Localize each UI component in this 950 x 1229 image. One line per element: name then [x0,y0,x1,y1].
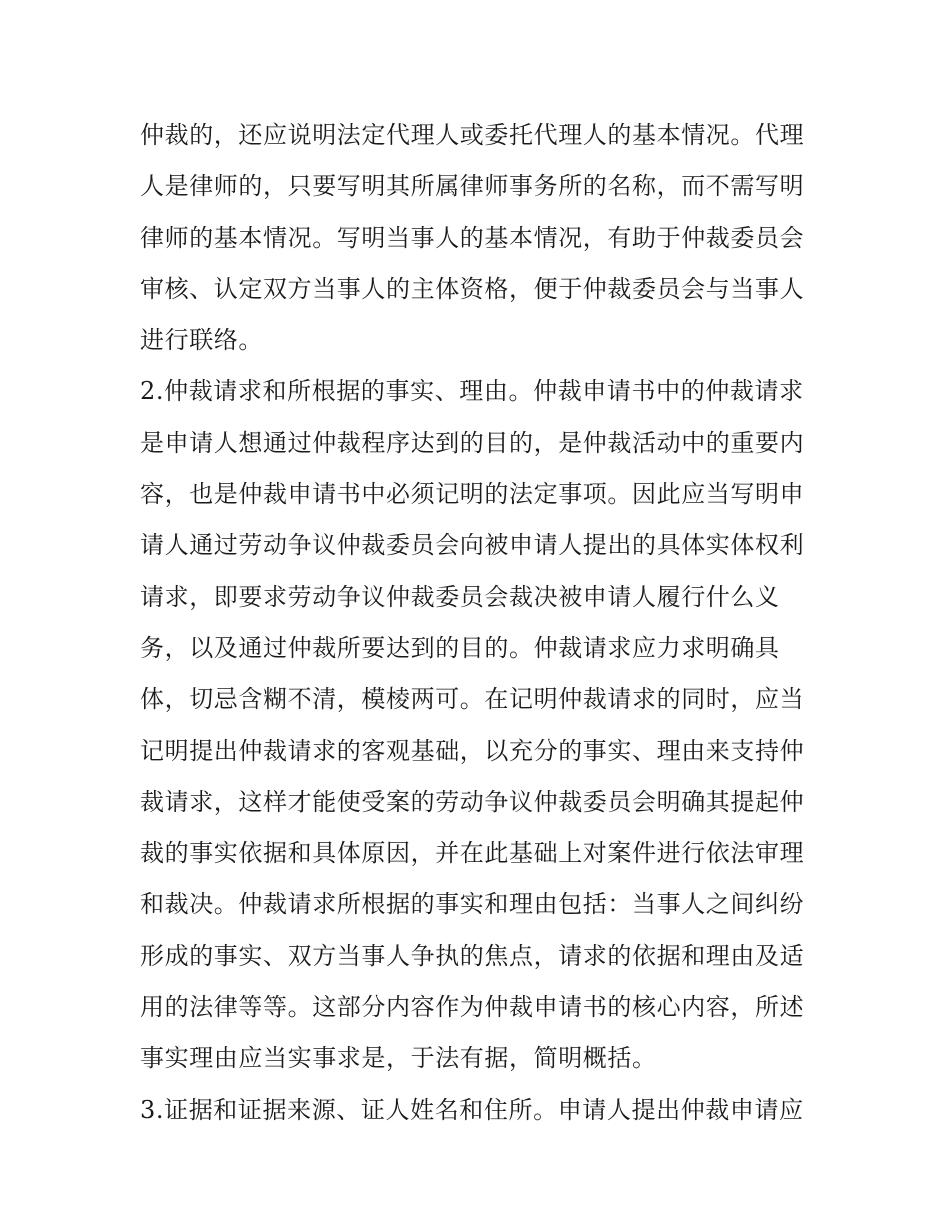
text-line: 用的法律等等。这部分内容作为仲裁申请书的核心内容，所述 [140,993,805,1022]
text-line: 仲裁的，还应说明法定代理人或委托代理人的基本情况。代理 [140,121,805,149]
text-line: 容，也是仲裁申请书中必须记明的法定事项。因此应当写明申 [140,480,805,509]
text-line: 是申请人想通过仲裁程序达到的目的，是仲裁活动中的重要内 [140,428,805,457]
text-line: 律师的基本情况。写明当事人的基本情况，有助于仲裁委员会 [140,223,805,252]
text-line: 请人通过劳动争议仲裁委员会向被申请人提出的具体实体权利 [140,531,805,560]
text-line: 人是律师的，只要写明其所属律师事务所的名称，而不需写明 [140,172,805,201]
text-line: 务，以及通过仲裁所要达到的目的。仲裁请求应力求明确具 [140,633,780,662]
text-line: 体，切忌含糊不清，模棱两可。在记明仲裁请求的同时，应当 [140,685,805,714]
text-line: 审核、认定双方当事人的主体资格，便于仲裁委员会与当事人 [140,274,805,303]
text-line: 形成的事实、双方当事人争执的焦点，请求的依据和理由及适 [140,941,805,970]
text-line: 裁的事实依据和具体原因，并在此基础上对案件进行依法审理 [140,839,805,868]
text-line: 进行联络。 [140,326,263,355]
text-line: 记明提出仲裁请求的客观基础，以充分的事实、理由来支持仲 [140,736,805,765]
body-text [140,110,830,1136]
text-line: 和裁决。仲裁请求所根据的事实和理由包括：当事人之间纠纷 [140,890,805,919]
text-line: 2.仲裁请求和所根据的事实、理由。仲裁申请书中的仲裁请求 [140,377,804,406]
text-line: 事实理由应当实事求是，于法有据，简明概括。 [140,1044,657,1073]
text-line: 裁请求，这样才能使受案的劳动争议仲裁委员会明确其提起仲 [140,787,805,816]
text-line: 请求，即要求劳动争议仲裁委员会裁决被申请人履行什么义 [140,582,780,611]
text-line: 3.证据和证据来源、证人姓名和住所。申请人提出仲裁申请应 [140,1095,804,1124]
